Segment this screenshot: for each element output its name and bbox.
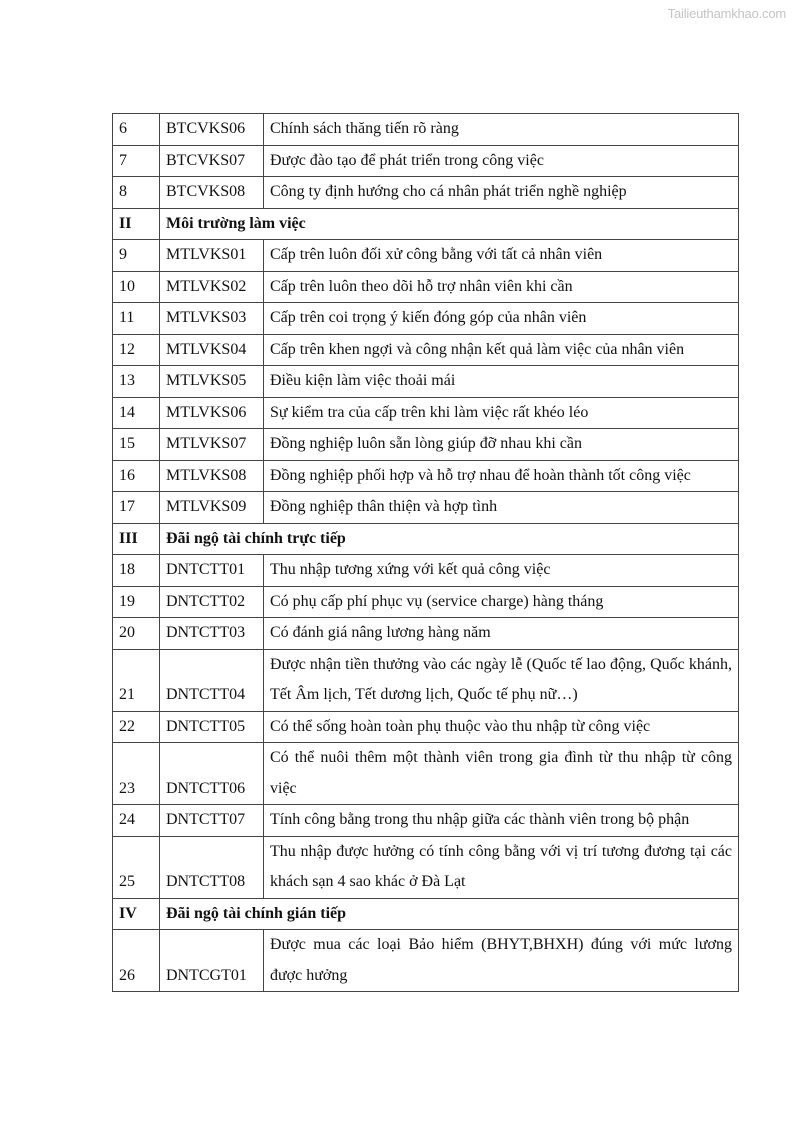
variable-code: BTCVKS06 — [160, 114, 264, 146]
row-number: 8 — [113, 177, 160, 209]
row-number: 21 — [113, 649, 160, 711]
variable-description: Được đào tạo để phát triển trong công việc — [264, 145, 739, 177]
section-row — [113, 208, 739, 240]
table-row — [113, 743, 739, 805]
variable-description: Điều kiện làm việc thoải mái — [264, 366, 739, 398]
row-number: 26 — [113, 930, 160, 992]
row-number: 17 — [113, 492, 160, 524]
table-row — [113, 930, 739, 992]
table-row — [113, 271, 739, 303]
variable-code: MTLVKS05 — [160, 366, 264, 398]
table-row — [113, 334, 739, 366]
variable-description: Cấp trên khen ngợi và công nhận kết quả làm việc của nhân viên — [264, 334, 739, 366]
table-row — [113, 460, 739, 492]
variable-description: Có phụ cấp phí phục vụ (service charge) hàng tháng — [264, 586, 739, 618]
variable-code: MTLVKS08 — [160, 460, 264, 492]
variable-description: Được nhận tiền thưởng vào các ngày lễ (Quốc tế lao động, Quốc khánh, Tết Âm lịch, Tết dương lịch, Quốc tế phụ nữ…) — [264, 649, 739, 711]
section-row — [113, 523, 739, 555]
table-row — [113, 711, 739, 743]
row-number: 13 — [113, 366, 160, 398]
row-number: 7 — [113, 145, 160, 177]
table-row — [113, 429, 739, 461]
variable-code: BTCVKS08 — [160, 177, 264, 209]
variable-description: Có thể nuôi thêm một thành viên trong gia đình từ thu nhập từ công việc — [264, 743, 739, 805]
section-number: III — [113, 523, 160, 555]
section-title: Đãi ngộ tài chính gián tiếp — [160, 898, 739, 930]
table-row — [113, 586, 739, 618]
variable-description: Thu nhập được hưởng có tính công bằng với vị trí tương đương tại các khách sạn 4 sao khác ở Đà Lạt — [264, 836, 739, 898]
row-number: 9 — [113, 240, 160, 272]
variable-description: Đồng nghiệp luôn sẵn lòng giúp đỡ nhau khi cần — [264, 429, 739, 461]
variable-code: DNTCTT08 — [160, 836, 264, 898]
survey-variables-table — [112, 113, 739, 992]
table-row — [113, 177, 739, 209]
row-number: 25 — [113, 836, 160, 898]
variable-code: DNTCTT06 — [160, 743, 264, 805]
table-row — [113, 555, 739, 587]
variable-code: MTLVKS07 — [160, 429, 264, 461]
variable-description: Tính công bằng trong thu nhập giữa các thành viên trong bộ phận — [264, 805, 739, 837]
variable-code: MTLVKS06 — [160, 397, 264, 429]
variable-code: MTLVKS02 — [160, 271, 264, 303]
watermark: Tailieuthamkhao.com — [667, 6, 786, 21]
table-row — [113, 366, 739, 398]
variable-code: MTLVKS09 — [160, 492, 264, 524]
row-number: 12 — [113, 334, 160, 366]
table-row — [113, 805, 739, 837]
row-number: 20 — [113, 618, 160, 650]
variable-description: Thu nhập tương xứng với kết quả công việc — [264, 555, 739, 587]
variable-code: DNTCTT05 — [160, 711, 264, 743]
table-row — [113, 114, 739, 146]
variable-description: Có đánh giá nâng lương hàng năm — [264, 618, 739, 650]
variable-description: Cấp trên coi trọng ý kiến đóng góp của nhân viên — [264, 303, 739, 335]
variable-code: MTLVKS04 — [160, 334, 264, 366]
row-number: 14 — [113, 397, 160, 429]
variable-description: Có thể sống hoàn toàn phụ thuộc vào thu nhập từ công việc — [264, 711, 739, 743]
variable-code: DNTCTT04 — [160, 649, 264, 711]
variable-code: DNTCTT02 — [160, 586, 264, 618]
table-row — [113, 618, 739, 650]
variable-description: Đồng nghiệp phối hợp và hỗ trợ nhau để hoàn thành tốt công việc — [264, 460, 739, 492]
variable-code: MTLVKS01 — [160, 240, 264, 272]
variable-code: DNTCTT03 — [160, 618, 264, 650]
row-number: 23 — [113, 743, 160, 805]
section-number: II — [113, 208, 160, 240]
row-number: 15 — [113, 429, 160, 461]
variable-description: Được mua các loại Bảo hiểm (BHYT,BHXH) đúng với mức lương được hưởng — [264, 930, 739, 992]
table-row — [113, 145, 739, 177]
table-body — [113, 114, 739, 992]
variable-description: Chính sách thăng tiến rõ ràng — [264, 114, 739, 146]
section-number: IV — [113, 898, 160, 930]
row-number: 22 — [113, 711, 160, 743]
table-row — [113, 397, 739, 429]
table-row — [113, 492, 739, 524]
row-number: 16 — [113, 460, 160, 492]
section-row — [113, 898, 739, 930]
table-row — [113, 836, 739, 898]
section-title: Môi trường làm việc — [160, 208, 739, 240]
variable-code: DNTCTT01 — [160, 555, 264, 587]
variable-description: Công ty định hướng cho cá nhân phát triển nghề nghiệp — [264, 177, 739, 209]
row-number: 24 — [113, 805, 160, 837]
section-title: Đãi ngộ tài chính trực tiếp — [160, 523, 739, 555]
row-number: 10 — [113, 271, 160, 303]
row-number: 19 — [113, 586, 160, 618]
variable-description: Đồng nghiệp thân thiện và hợp tình — [264, 492, 739, 524]
table-row — [113, 303, 739, 335]
variable-description: Cấp trên luôn theo dõi hỗ trợ nhân viên khi cần — [264, 271, 739, 303]
row-number: 11 — [113, 303, 160, 335]
row-number: 18 — [113, 555, 160, 587]
table-row — [113, 240, 739, 272]
variable-code: MTLVKS03 — [160, 303, 264, 335]
variable-description: Cấp trên luôn đối xử công bằng với tất cả nhân viên — [264, 240, 739, 272]
variable-code: BTCVKS07 — [160, 145, 264, 177]
row-number: 6 — [113, 114, 160, 146]
variable-description: Sự kiểm tra của cấp trên khi làm việc rất khéo léo — [264, 397, 739, 429]
variable-code: DNTCTT07 — [160, 805, 264, 837]
variable-code: DNTCGT01 — [160, 930, 264, 992]
table-row — [113, 649, 739, 711]
